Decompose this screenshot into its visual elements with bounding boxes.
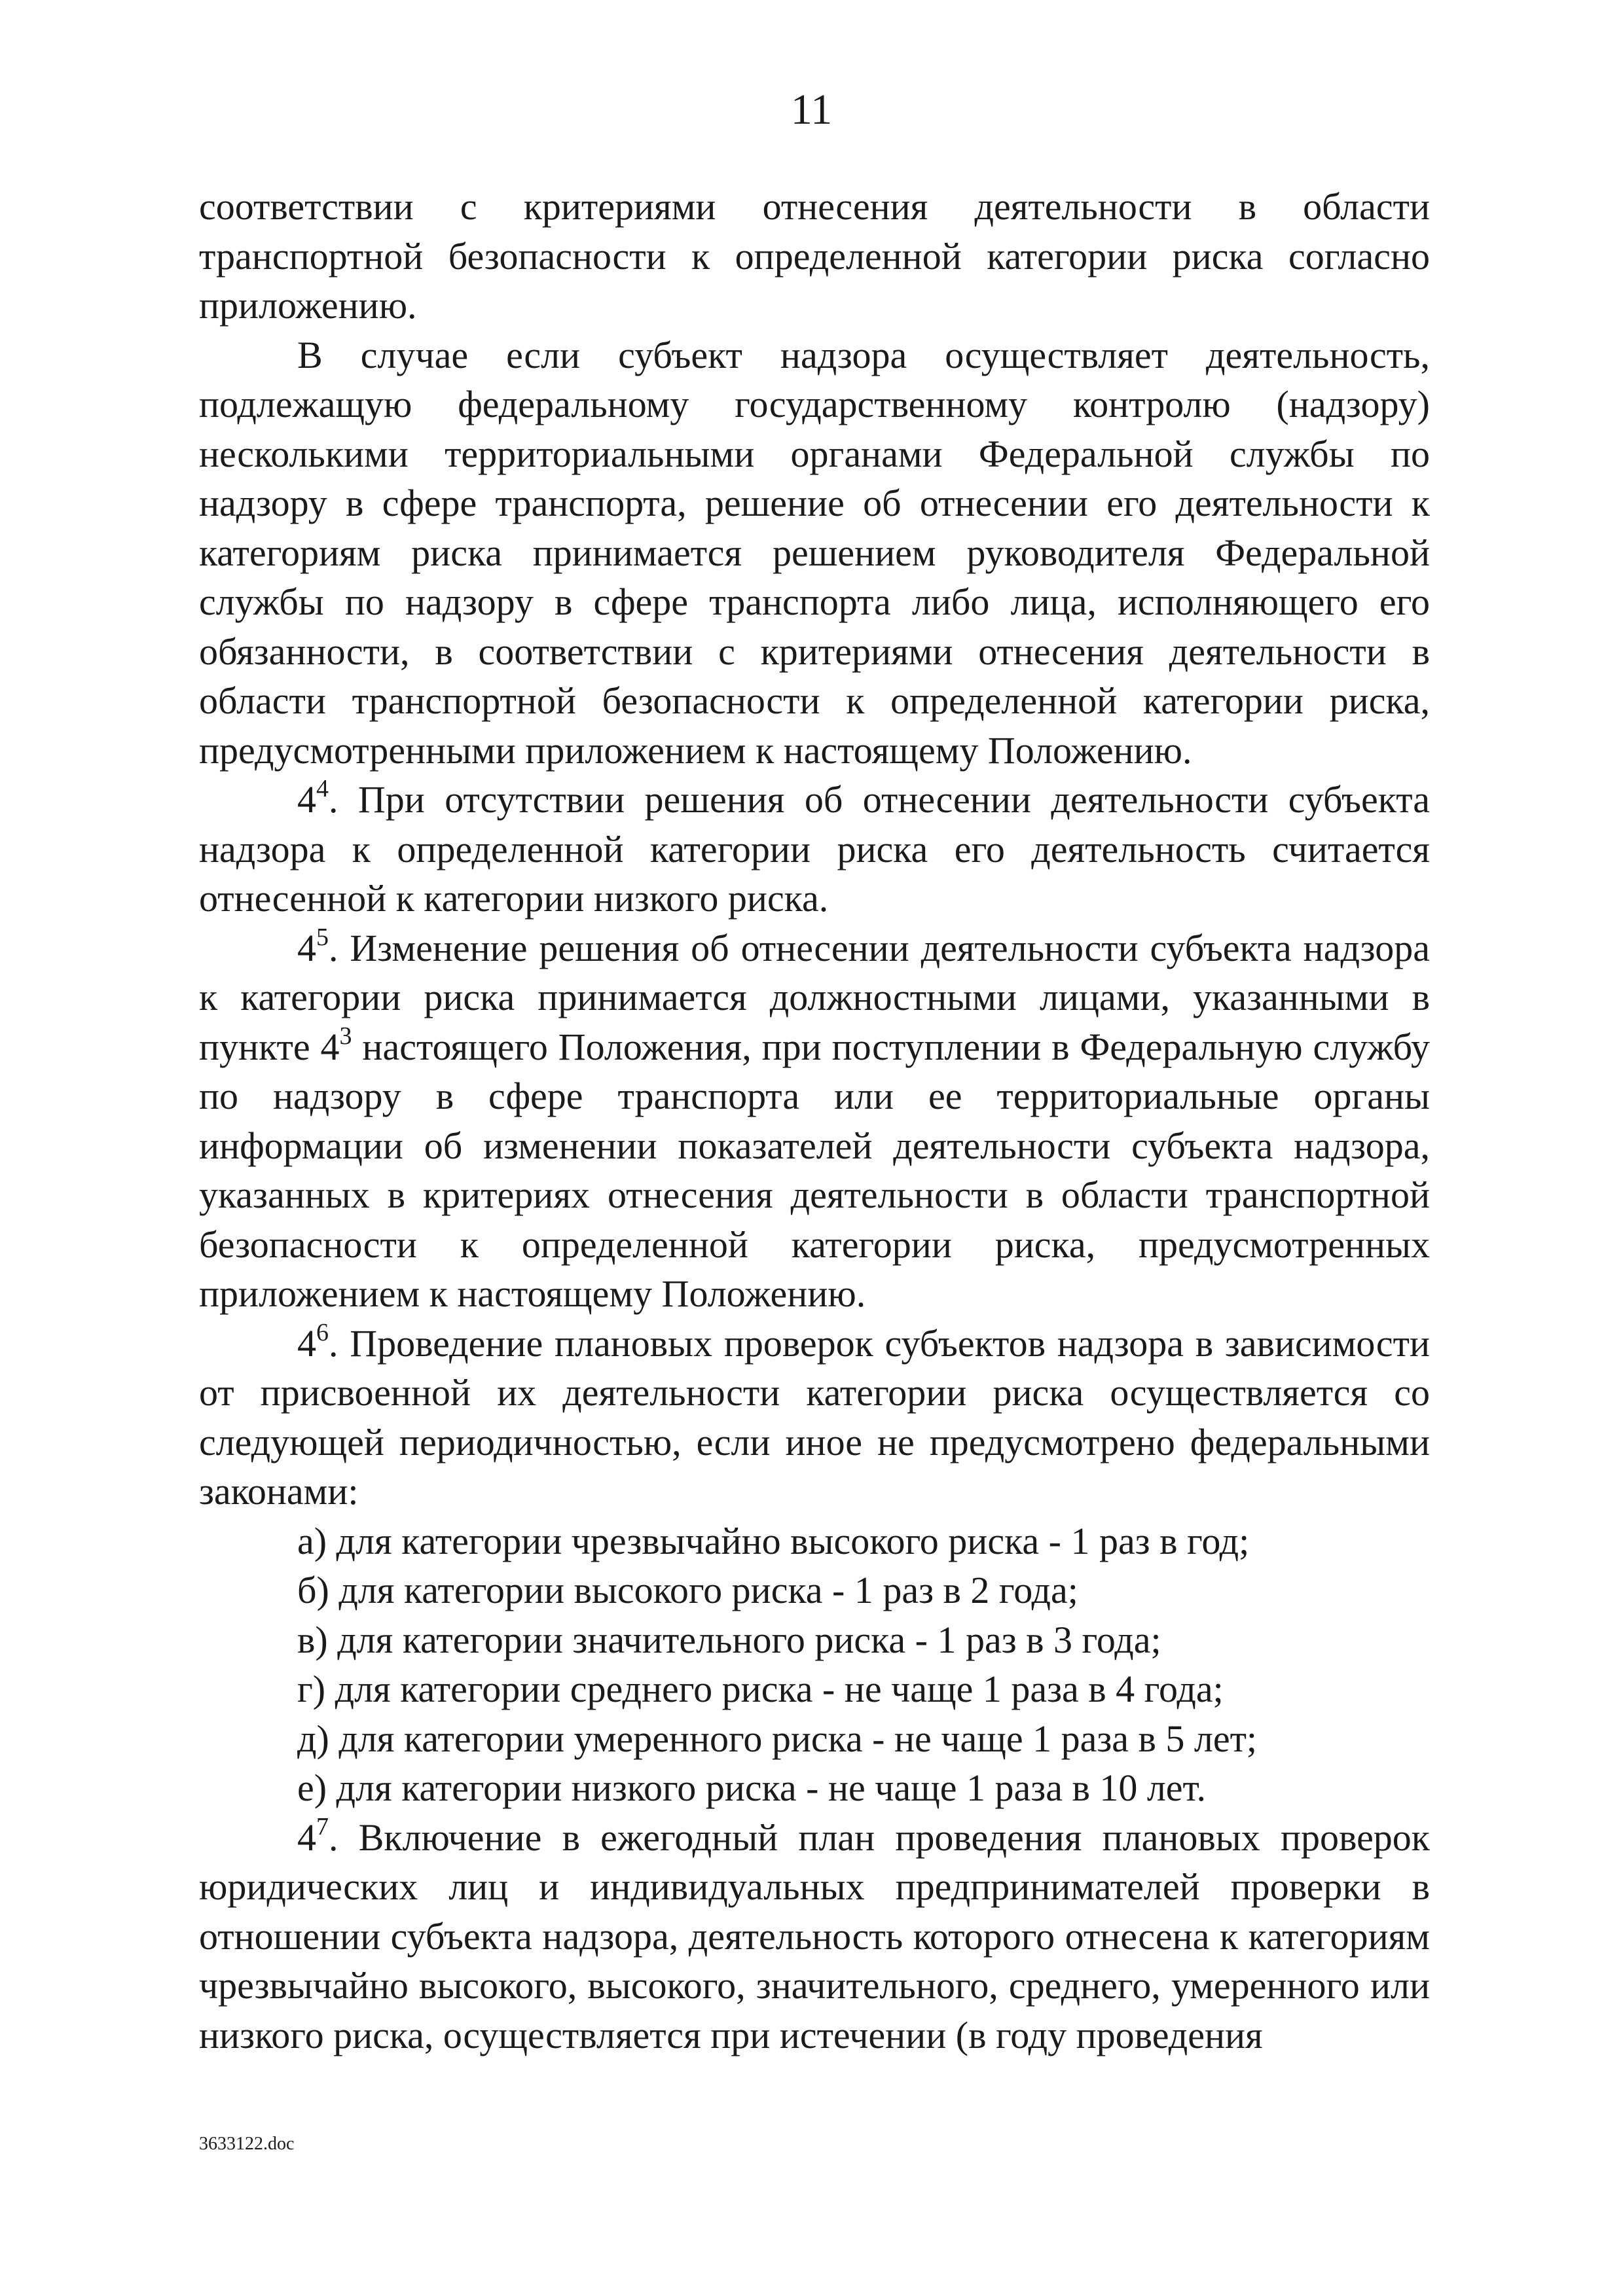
clause-superscript: 5 (316, 923, 329, 951)
paragraph-4-7 (199, 1813, 1430, 2060)
clause-number: 4 (297, 1816, 316, 1859)
clause-reference-number: 4 (320, 1025, 340, 1068)
list-item-b: б) для категории высокого риска - 1 раз в 2 года; (297, 1569, 1078, 1611)
paragraph-4-4 (199, 775, 1430, 924)
list-item-e: е) для категории низкого риска - не чаще 1 раза в 10 лет. (297, 1767, 1207, 1809)
list-item-d: д) для категории умеренного риска - не чаще 1 раза в 5 лет; (297, 1717, 1258, 1760)
clause-text-part-b: настоящего Положения, при поступлении в Федеральную службу по надзору в сфере транспорта или ее территориальные органы информации об изменении показателей деятельности субъекта надзора, указанных в критериях отнесения деятельности в области транспортной безопасности к определенной категории риска, предусмотренных приложением к настоящему Положению. (199, 1025, 1430, 1315)
footer-file-name: 3633122.doc (199, 2134, 295, 2154)
list-item-g: г) для категории среднего риска - не чаще 1 раза в 4 года; (297, 1668, 1224, 1710)
list-item-v: в) для категории значительного риска - 1 раз в 3 года; (297, 1618, 1161, 1661)
paragraph-4-6 (199, 1319, 1430, 1516)
clause-number: 4 (297, 926, 316, 969)
clause-text: . При отсутствии решения об отнесении деятельности субъекта надзора к определенной категории риска его деятельность считается отнесенной к категории низкого риска. (199, 778, 1430, 920)
paragraph-multiple-territorial-bodies: В случае если субъект надзора осуществляет деятельность, подлежащую федеральному государственному контролю (надзору) несколькими территориальными органами Федеральной службы по надзору в сфере транспорта, решение об отнесении его деятельности к категориям риска принимается решением руководителя Федеральной службы по надзору в сфере транспорта либо лица, исполняющего его обязанности, в соответствии с критериями отнесения деятельности в области транспортной безопасности к определенной категории риска, предусмотренными приложением к настоящему Положению. (199, 333, 1430, 772)
document-body (199, 182, 1430, 2060)
clause-number: 4 (297, 1321, 316, 1365)
clause-superscript: 7 (316, 1812, 329, 1840)
paragraph-4-5 (199, 924, 1430, 1319)
clause-text: . Проведение плановых проверок субъектов надзора в зависимости от присвоенной их деятельности категории риска осуществляется со следующей периодичностью, если иное не предусмотрено федеральными законами: (199, 1321, 1430, 1513)
clause-number: 4 (297, 778, 316, 821)
clause-text: . Включение в ежегодный план проведения плановых проверок юридических лиц и индивидуальных предпринимателей проверки в отношении субъекта надзора, деятельность которого отнесена к категориям чрезвычайно высокого, высокого, значительного, среднего, умеренного или низкого риска, осуществляется при истечении (в году проведения (199, 1816, 1430, 2056)
clause-superscript: 4 (316, 775, 329, 802)
page-number: 11 (790, 86, 833, 134)
clause-superscript: 6 (316, 1318, 329, 1346)
clause-text-part-a: . Изменение решения об отнесении деятельности субъекта надзора к категории риска принимается должностными лицами, указанными в пункте (199, 926, 1430, 1068)
clause-reference-superscript: 3 (339, 1022, 352, 1050)
paragraph-continuation: соответствии с критериями отнесения деятельности в области транспортной безопасности к определенной категории риска согласно приложению. (199, 185, 1430, 327)
list-item-a: а) для категории чрезвычайно высокого риска - 1 раз в год; (297, 1519, 1250, 1562)
